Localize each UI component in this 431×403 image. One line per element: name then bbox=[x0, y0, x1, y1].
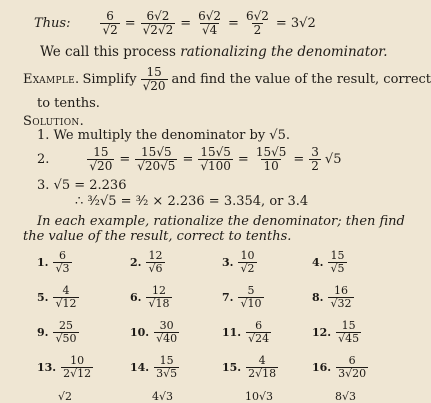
exercise-fraction: $\frac{6}{√24}$ bbox=[248, 319, 270, 345]
partial-numerator: 4√3 bbox=[152, 390, 174, 403]
partial-numerator: 8√3 bbox=[335, 390, 357, 403]
exercise-item bbox=[37, 285, 80, 310]
exercise-number: 13. bbox=[37, 361, 57, 374]
solution-step-1: 1. We multiply the denominator by √5. bbox=[37, 128, 290, 143]
instructions-line-2: the value of the result, correct to tenths. bbox=[23, 229, 292, 244]
exercise-fraction: $\frac{15}{3√5}$ bbox=[156, 354, 178, 380]
exercise-number: 7. bbox=[222, 291, 234, 304]
exercise-item bbox=[37, 320, 80, 345]
exercise-number: 3. bbox=[222, 256, 234, 269]
exercise-item bbox=[130, 320, 180, 345]
exercise-number: 4. bbox=[312, 256, 324, 269]
fraction: $\frac{15√5}{√20√5}$ bbox=[137, 145, 176, 173]
exercise-number: 12. bbox=[312, 326, 332, 339]
exercise-item bbox=[222, 355, 279, 380]
exercise-item bbox=[222, 320, 272, 345]
fraction: $\frac{15√5}{√100}$ bbox=[200, 145, 231, 173]
partial-numerator: √2 bbox=[58, 390, 73, 403]
exercise-fraction: $\frac{12}{√18}$ bbox=[148, 284, 170, 310]
fraction: $\frac{15}{√20}$ bbox=[89, 145, 113, 173]
example-label: Example. bbox=[23, 72, 80, 87]
exercise-item bbox=[312, 250, 348, 275]
exercise-fraction: $\frac{10}{2√12}$ bbox=[63, 354, 92, 380]
fraction: $\frac{3}{2}$ bbox=[311, 145, 319, 173]
thus-label: Thus: bbox=[34, 16, 71, 31]
fraction: $\frac{6√2}{√2√2}$ bbox=[142, 9, 174, 37]
exercise-item bbox=[222, 285, 265, 310]
exercise-number: 8. bbox=[312, 291, 324, 304]
exercise-item bbox=[130, 250, 166, 275]
exercise-number: 5. bbox=[37, 291, 49, 304]
exercise-item bbox=[130, 285, 173, 310]
exercise-fraction: $\frac{4}{√12}$ bbox=[55, 284, 77, 310]
solution-step-3: 3. √5 = 2.236 bbox=[37, 178, 127, 193]
fraction: $\frac{15}{√20}$ bbox=[142, 65, 166, 93]
fraction: $\frac{6}{√2}$ bbox=[102, 9, 118, 37]
exercise-fraction: $\frac{6}{√3}$ bbox=[55, 249, 70, 275]
exercise-fraction: $\frac{15}{√5}$ bbox=[330, 249, 345, 275]
exercise-number: 16. bbox=[312, 361, 332, 374]
exercise-number: 11. bbox=[222, 326, 242, 339]
partial-numerator: 10√3 bbox=[245, 390, 274, 403]
exercise-number: 6. bbox=[130, 291, 142, 304]
solution-step-2: 2. $\frac{15}{√20}$ = $\frac{15√5}{√20√5}$ = $\frac{15√5}{√100}$ = $\frac{15√5}{10}$ = $\frac{3}{2}$ √5 bbox=[37, 145, 342, 173]
thus-equation: Thus: $\frac{6}{√2}$ = $\frac{6√2}{√2√2}$ = $\frac{6√2}{√4}$ = $\frac{6√2}{2}$ = 3√2 bbox=[34, 9, 316, 37]
solution-therefore: ∴ ³⁄₂√5 = ³⁄₂ × 2.236 = 3.354, or 3.4 bbox=[75, 194, 309, 209]
exercise-fraction: $\frac{30}{√40}$ bbox=[156, 319, 178, 345]
fraction: $\frac{6√2}{2}$ bbox=[245, 9, 269, 37]
example-line: Example. Simplify $\frac{15}{√20}$ and find the value of the result, correct bbox=[23, 65, 431, 93]
exercise-item bbox=[37, 250, 73, 275]
fraction: $\frac{6√2}{√4}$ bbox=[198, 9, 222, 37]
exercise-fraction: $\frac{16}{√32}$ bbox=[330, 284, 352, 310]
exercise-fraction: $\frac{12}{√6}$ bbox=[148, 249, 163, 275]
definition-line: We call this process rationalizing the denominator. bbox=[40, 44, 388, 60]
exercise-item bbox=[312, 355, 369, 380]
exercise-number: 1. bbox=[37, 256, 49, 269]
example-line-2: to tenths. bbox=[37, 96, 100, 111]
exercise-fraction: $\frac{5}{√10}$ bbox=[240, 284, 262, 310]
exercise-number: 14. bbox=[130, 361, 150, 374]
exercise-fraction: $\frac{10}{√2}$ bbox=[240, 249, 255, 275]
exercise-item bbox=[130, 355, 180, 380]
exercise-fraction: $\frac{6}{3√20}$ bbox=[338, 354, 367, 380]
exercise-fraction: $\frac{4}{2√18}$ bbox=[248, 354, 277, 380]
exercise-fraction: $\frac{25}{√50}$ bbox=[55, 319, 77, 345]
instructions-line-1: In each example, rationalize the denominator; then find bbox=[37, 214, 405, 229]
exercise-number: 10. bbox=[130, 326, 150, 339]
solution-label: Solution. bbox=[23, 114, 84, 129]
exercise-item bbox=[312, 320, 362, 345]
exercise-number: 15. bbox=[222, 361, 242, 374]
fraction: $\frac{15√5}{10}$ bbox=[255, 145, 287, 173]
exercise-number: 2. bbox=[130, 256, 142, 269]
exercise-item bbox=[37, 355, 94, 380]
exercise-item bbox=[312, 285, 355, 310]
exercise-item bbox=[222, 250, 258, 275]
exercise-fraction: $\frac{15}{√45}$ bbox=[338, 319, 360, 345]
exercise-number: 9. bbox=[37, 326, 49, 339]
